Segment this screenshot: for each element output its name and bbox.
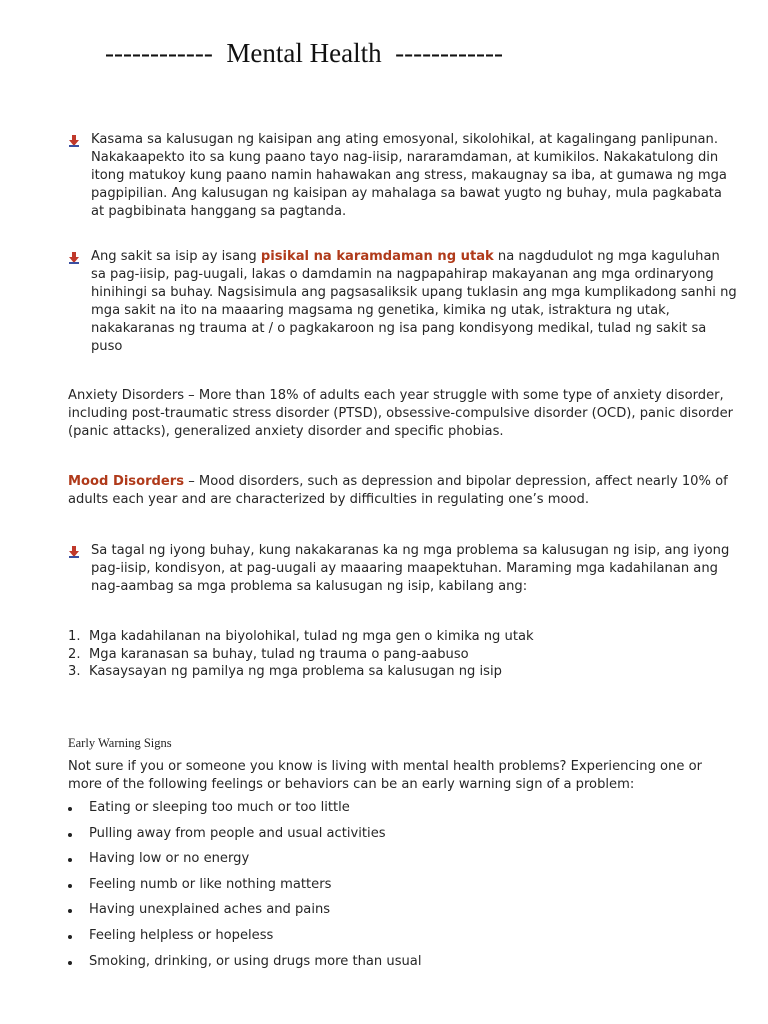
bullet-text-after: na nagdudulot ng mga kaguluhan sa pag-iisip, pag-uugali, lakas o damdamin na nagpapahirap makayanan ang mga ordinaryong hinihingi sa buhay. Nagsisimula ang pagsasaliksik upang tuklasin ang mga kumplikadong sanhi ng mga sakit na ito na maaaring magsama ng genetika, kimika ng utak, istraktura ng utak, nakakaranas ng trauma at / o pagkakaroon ng isa pang kondisyong medikal, tulad ng sakit sa puso [91, 249, 737, 354]
bullet-text [91, 248, 738, 356]
list-item [68, 954, 738, 980]
list-item [68, 826, 738, 852]
list-item-text: Pulling away from people and usual activities [89, 825, 386, 841]
bullet-dot-icon [68, 858, 72, 862]
list-item [68, 628, 738, 646]
list-item [68, 646, 738, 664]
warning-intro: Not sure if you or someone you know is living with mental health problems? Experiencing one or more of the following feelings or behaviors can be an early warning sign of a problem: [68, 759, 702, 792]
bullet-dot-icon [68, 807, 72, 811]
bullet-dot-icon [68, 833, 72, 837]
list-number: 1. [68, 629, 81, 644]
list-item [68, 902, 738, 928]
list-item [68, 928, 738, 954]
arrow-bullet-icon [68, 546, 80, 558]
list-item [68, 800, 738, 826]
page-title: ------------ Mental Health ------------ [105, 38, 503, 68]
mood-paragraph [68, 473, 740, 509]
bullet-paragraph-1 [68, 131, 738, 221]
list-item-text: Mga kadahilanan na biyolohikal, tulad ng mga gen o kimika ng utak [89, 629, 534, 644]
list-item-text: Mga karanasan sa buhay, tulad ng trauma o pang-aabuso [89, 646, 469, 662]
bullet-paragraph-3 [68, 542, 738, 596]
list-item [68, 877, 738, 903]
list-item-text: Feeling numb or like nothing matters [89, 876, 332, 892]
arrow-bullet-icon [68, 135, 80, 147]
warning-signs-list [68, 800, 738, 979]
bullet-dot-icon [68, 909, 72, 913]
list-item-text: Kasaysayan ng pamilya ng mga problema sa kalusugan ng isip [89, 664, 502, 679]
bullet-text-before: Ang sakit sa isip ay isang [91, 249, 261, 264]
list-item-text: Having low or no energy [89, 851, 250, 867]
ordered-list [68, 628, 738, 681]
list-item-text: Smoking, drinking, or using drugs more than usual [89, 953, 422, 969]
section-heading: Early Warning Signs [68, 736, 172, 750]
list-item-text: Feeling helpless or hopeless [89, 927, 274, 943]
list-item [68, 851, 738, 877]
list-number: 2. [68, 646, 81, 662]
bullet-dot-icon [68, 961, 72, 965]
bullet-dot-icon [68, 884, 72, 888]
bullet-text: Sa tagal ng iyong buhay, kung nakakaranas ka ng mga problema sa kalusugan ng isip, ang iyong pag-iisip, kondisyon, at pag-uugali ay maaaring maapektuhan. Maraming mga kadahilanan ang nag-aambag sa mga problema sa kalusugan ng isip, kabilang ang: [91, 543, 730, 594]
anxiety-paragraph: Anxiety Disorders – More than 18% of adults each year struggle with some type of anxiety disorder, including post-traumatic stress disorder (PTSD), obsessive-compulsive disorder (OCD), panic disorder (panic attacks), generalized anxiety disorder and specific phobias. [68, 388, 734, 439]
list-item [68, 663, 738, 681]
mood-text: – Mood disorders, such as depression and bipolar depression, affect nearly 10% of adults each year and are characterized by difficulties in regulating one’s mood. [68, 474, 728, 507]
arrow-bullet-icon [68, 252, 80, 264]
list-item-text: Eating or sleeping too much or too little [89, 800, 350, 815]
highlighted-phrase: pisikal na karamdaman ng utak [260, 249, 494, 264]
bullet-text: Kasama sa kalusugan ng kaisipan ang ating emosyonal, sikolohikal, at kagalingang panlipunan. Nakakaapekto ito sa kung paano tayo nag-iisip, nararamdaman, at kumikilos. Nakakatulong din itong matukoy kung paano namin hahawakan ang stress, makaugnay sa iba, at gumawa ng mga pagpipilian. Ang kalusugan ng kaisipan ay mahalaga sa bawat yugto ng buhay, mula pagkabata at pagbibinata hanggang sa pagtanda. [91, 132, 727, 219]
list-item-text: Having unexplained aches and pains [89, 902, 331, 918]
mood-disorders-label: Mood Disorders [68, 474, 185, 489]
bullet-paragraph-2 [68, 248, 738, 356]
bullet-dot-icon [68, 935, 72, 939]
list-number: 3. [68, 664, 81, 679]
